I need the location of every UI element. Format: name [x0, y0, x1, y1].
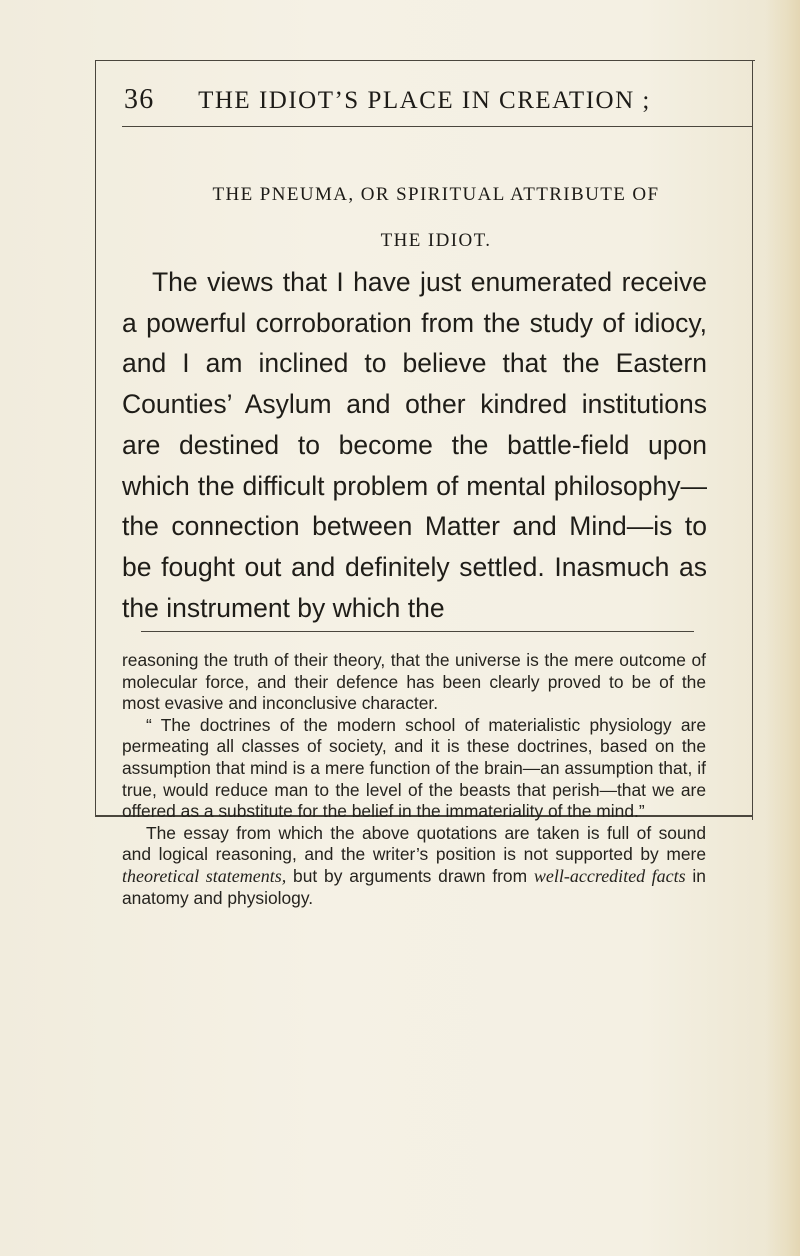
- header-rule: [122, 126, 752, 127]
- footnotes: [122, 650, 706, 909]
- frame-right-line: [752, 60, 753, 820]
- body-text: [122, 262, 707, 628]
- section-heading-line-1: THE PNEUMA, OR SPIRITUAL ATTRIBUTE OF: [212, 184, 660, 205]
- section-heading: [122, 172, 750, 264]
- footnote-paragraph-2: “ The doctrines of the modern school of materialistic physiology are permeating all classes of society, and it is these doctrines, based on the assumption that mind is a mere function of the brain—an assumption that, if true, would reduce man to the level of the beasts that perish—that we are offered as a substitute for the belief in the immateriality of the mind.”: [122, 714, 706, 822]
- section-heading-line-2: THE IDIOT.: [380, 230, 492, 251]
- footnote-3-text-a: The essay from which the above quotations are taken is full of sound and logical reasoning, and the writer’s position is not supported by mere: [122, 822, 706, 865]
- footnote-paragraph-1: reasoning the truth of their theory, that the universe is the mere outcome of molecular force, and their defence has been clearly proved to be of the most evasive and inconclusive character.: [122, 650, 706, 714]
- page-edge-shadow: [766, 0, 800, 1256]
- running-header: [124, 84, 744, 118]
- footnote-paragraph-3: [122, 823, 706, 909]
- footnote-3-text-c: in anatomy and physiology.: [122, 865, 706, 908]
- footnote-3-italic-b: well-accredited facts: [533, 865, 686, 886]
- page-number: 36: [124, 84, 155, 115]
- frame-left-line: [95, 60, 96, 816]
- footnote-rule: [141, 631, 694, 632]
- frame-top-line: [95, 60, 755, 61]
- footnote-3-italic-a: theoretical statements,: [122, 865, 287, 886]
- running-title: THE IDIOT’S PLACE IN CREATION ;: [198, 87, 651, 114]
- footnote-3-text-b: but by arguments drawn from: [286, 865, 534, 886]
- body-paragraph: The views that I have just enumerated receive a powerful corroboration from the study of idiocy, and I am inclined to believe that the Eastern Counties’ Asylum and other kindred institutions are destined to become the battle-field upon which the difficult problem of mental philosophy—the connection between Matter and Mind—is to be fought out and definitely settled. Inasmuch as the instrument by which the: [122, 267, 707, 623]
